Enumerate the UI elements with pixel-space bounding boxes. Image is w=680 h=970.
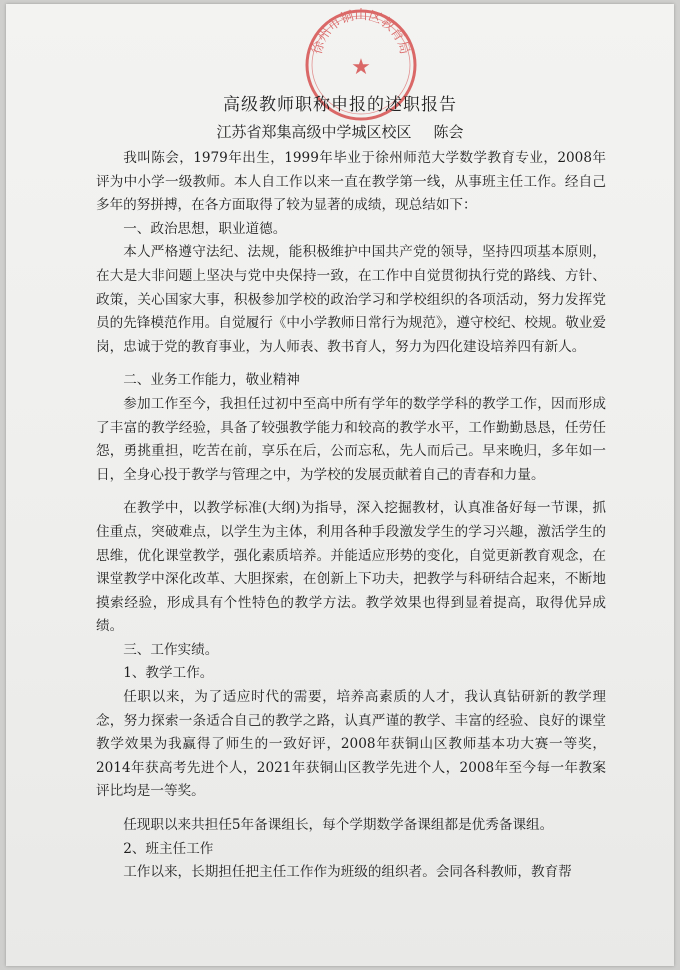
author-name: 陈会 — [433, 123, 464, 141]
class-teacher-paragraph: 工作以来，长期担任把主任工作作为班级的组织者。会同各科教师，教育帮 — [123, 864, 572, 881]
subheading-class-teacher: 2、班主任工作 — [123, 840, 214, 857]
lesson-group-paragraph: 任现职以来共担任5年备课组长，每个学期数学备课组都是优秀备课组。 — [123, 817, 554, 834]
intro-paragraph: 我叫陈会，1979年出生，1999年毕业于徐州师范大学数学教育专业，2008年评为中小学一级教师。本人自工作以来一直在教学第一线，从事班主任工作。经自己多年的努拼搏，在各方面取得了较为显著的成绩，现总结如下： — [96, 150, 606, 214]
author-line — [6, 121, 674, 142]
section-heading-professional: 二、业务工作能力，敬业精神 — [123, 372, 300, 389]
svg-text:徐州市铜山区教育局: 徐州市铜山区教育局 — [310, 8, 412, 56]
section-heading-politics: 一、政治思想，职业道德。 — [123, 220, 287, 237]
professional-paragraph: 参加工作至今，我担任过初中至高中所有学年的数学学科的教学工作，因而形成了丰富的教学经验，具备了较强教学能力和较高的教学水平，工作勤勤恳恳，任劳任怨，勇挑重担，吃苦在前，享乐在后，公而忘私，先人而后己。早来晚归，多年如一日，全身心投于教学与管理之中，为学校的发展贡献着自己的青春和力量。 — [96, 395, 606, 483]
document-page — [6, 4, 674, 966]
report-title: 高级教师职称申报的述职报告 — [223, 95, 457, 115]
teaching-work-paragraph: 任职以来，为了适应时代的需要，培养高素质的人才，我认真钻研新的教学理念，努力探索一条适合自己的教学之路，认真严谨的教学、丰富的经验、良好的课堂教学效果为我赢得了师生的一致好评，2008年获铜山区教师基本功大赛一等奖，2014年获高考先进个人，2021年获铜山区教学先进个人，2008年至今每一年教案评比均是一等奖。 — [96, 689, 606, 800]
svg-text:★: ★ — [351, 55, 371, 80]
report-body — [96, 147, 606, 885]
author-organization: 江苏省郑集高级中学城区校区 — [216, 123, 412, 141]
section-heading-achievements: 三、工作实绩。 — [123, 641, 219, 658]
teaching-method-paragraph: 在教学中，以教学标准(大纲)为指导，深入挖掘教材，认真准备好每一节课，抓住重点，突破难点，以学生为主体，利用各种手段激发学生的学习兴趣，激活学生的思维，优化课堂教学，强化素质培养。并能适应形势的变化，自觉更新教育观念，在课堂教学中深化改革、大胆探索，在创新上下功夫，把教学与科研结合起来，不断地摸索经验，形成具有个性特色的教学方法。教学效果也得到显着提高，取得优异成绩。 — [96, 500, 606, 635]
politics-paragraph: 本人严格遵守法纪、法规，能积极维护中国共产党的领导，坚持四项基本原则，在大是大非问题上坚决与党中央保持一致，在工作中自觉贯彻执行党的路线、方针、政策，关心国家大事，积极参加学校的政治学习和学校组织的各项活动，努力发挥党员的先锋模范作用。自觉履行《中小学教师日常行为规范》，遵守校纪、校规。敬业爱岗，忠诚于党的教育事业，为人师表、教书育人，努力为四化建设培养四有新人。 — [96, 244, 606, 355]
subheading-teaching-work: 1、教学工作。 — [123, 665, 214, 682]
